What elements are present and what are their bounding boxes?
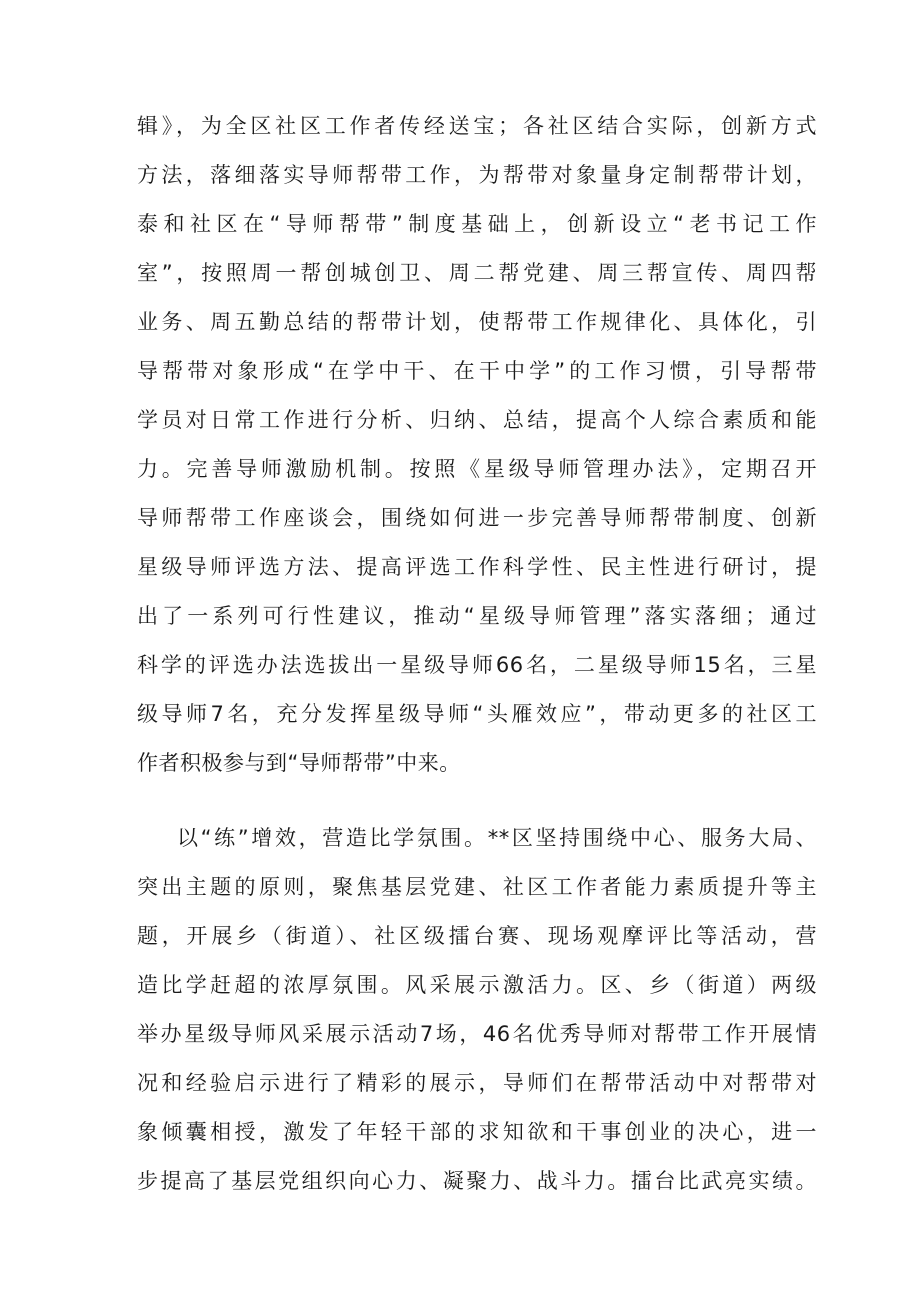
text-line: 导师帮带工作座谈会，围绕如何进一步完善导师帮带制度、创新 [137, 506, 817, 530]
text-line: 导帮带对象形成“在学中干、在干中学”的工作习惯，引导帮带 [137, 359, 817, 383]
text-line: 举办星级导师风采展示活动7场，46名优秀导师对帮带工作开展情 [137, 1022, 817, 1046]
text-line: 业务、周五勤总结的帮带计划，使帮带工作规律化、具体化，引 [137, 310, 817, 334]
text-line: 步提高了基层党组织向心力、凝聚力、战斗力。擂台比武亮实绩。 [137, 1169, 817, 1193]
text-line: 作者积极参与到“导师帮带”中来。 [137, 751, 461, 775]
text-line: 学员对日常工作进行分析、归纳、总结，提高个人综合素质和能 [137, 408, 817, 432]
text-line: 星级导师评选方法、提高评选工作科学性、民主性进行研讨，提 [137, 555, 817, 579]
text-line: 方法，落细落实导师帮带工作，为帮带对象量身定制帮带计划， [137, 163, 817, 187]
text-line: 科学的评选办法选拔出一星级导师66名，二星级导师15名，三星 [137, 653, 817, 677]
text-line: 室”，按照周一帮创城创卫、周二帮党建、周三帮宣传、周四帮 [137, 261, 817, 285]
text-line: 出了一系列可行性建议，推动“星级导师管理”落实落细；通过 [137, 604, 817, 628]
text-line: 况和经验启示进行了精彩的展示，导师们在帮带活动中对帮带对 [137, 1071, 817, 1095]
text-line: 造比学赶超的浓厚氛围。风采展示激活力。区、乡（街道）两级 [137, 973, 817, 997]
text-line: 辑》，为全区社区工作者传经送宝；各社区结合实际，创新方式 [137, 114, 817, 138]
text-line: 力。完善导师激励机制。按照《星级导师管理办法》，定期召开 [137, 457, 817, 481]
text-line: 级导师7名，充分发挥星级导师“头雁效应”，带动更多的社区工 [137, 702, 817, 726]
paragraph-first-line: 以“练”增效，营造比学氛围。**区坚持围绕中心、服务大局、 [177, 826, 817, 850]
text-line: 象倾囊相授，激发了年轻干部的求知欲和干事创业的决心，进一 [137, 1120, 817, 1144]
text-line: 题，开展乡（街道）、社区级擂台赛、现场观摩评比等活动，营 [137, 924, 817, 948]
text-line: 突出主题的原则，聚焦基层党建、社区工作者能力素质提升等主 [137, 875, 817, 899]
text-line: 泰和社区在“导师帮带”制度基础上，创新设立“老书记工作 [137, 212, 817, 236]
